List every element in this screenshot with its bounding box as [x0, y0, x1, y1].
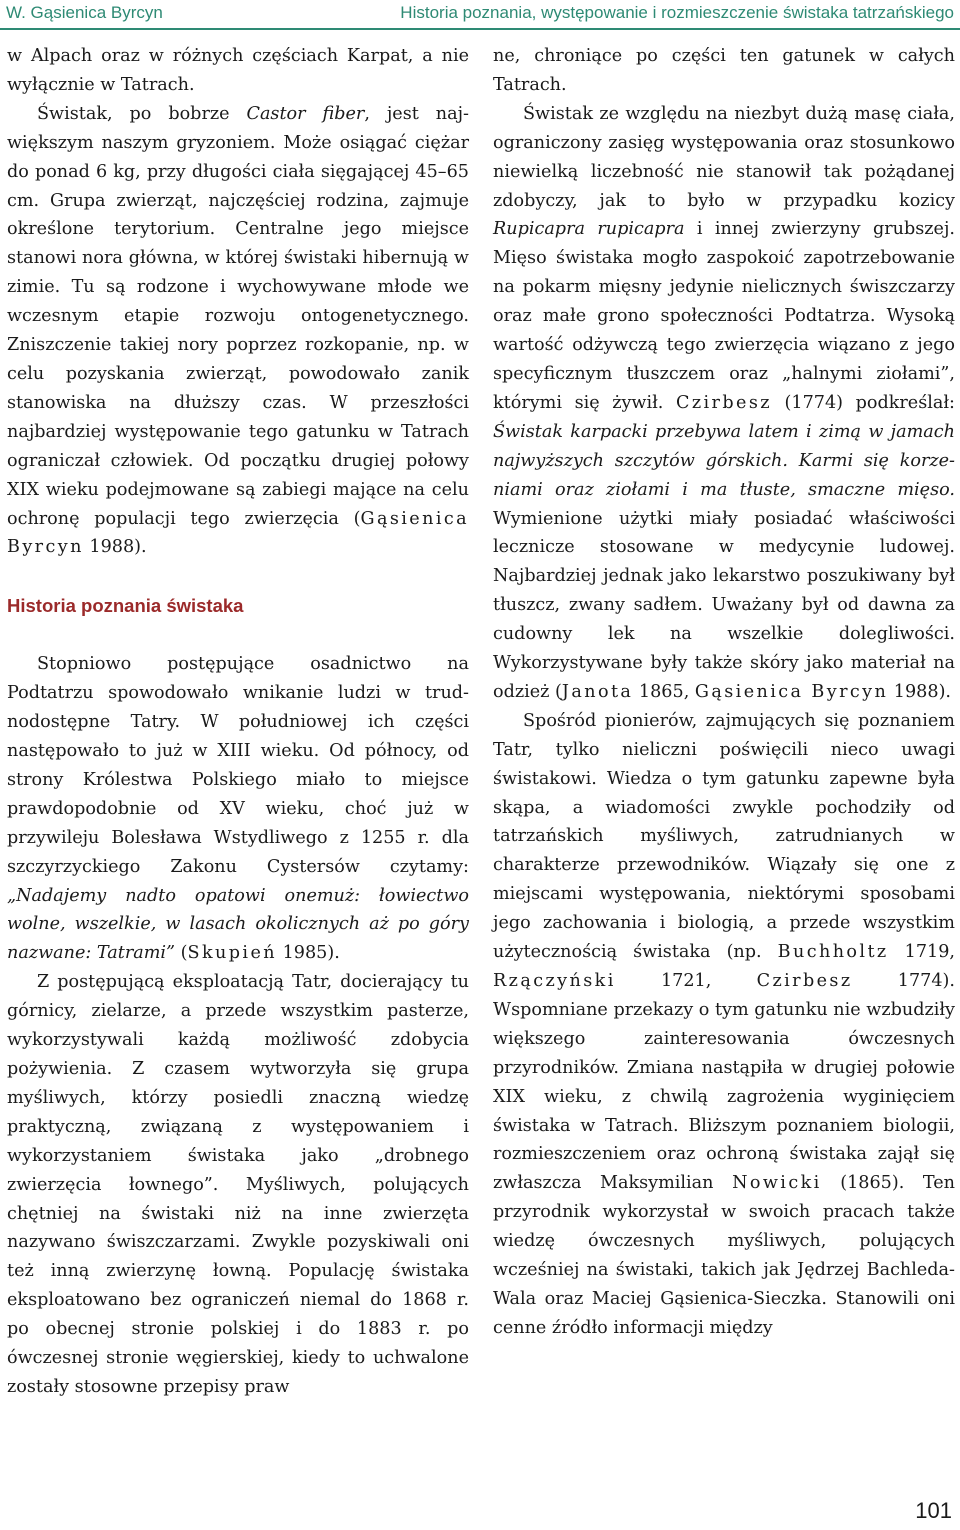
text: Z postępującą eksploatacją Tatr, docierający tu górnicy, zielarze, a przede wszystkim pasterze, wykorzystywali każdą możliwość zdobycia pożywienia. Z czasem wytworzyła się grupa myśliwych, którzy posiedli znaczną wiedzę praktyczną, związaną z występowaniem i wykorzystaniem świstaka jako „drobnego zwierzęcia łownego”. Myśliwych, polujących chętniej na świstaki niż na inne zwierzęta nazywano świszczarzami. Zwykle pozyskiwali oni też inną zwierzynę łowną. Populację świstaka eksploatowano bez ograniczeń niemal do 1868 r. po obecnej stronie polskiej i do 1883 r. po ówczesnej stronie węgierskiej, kiedy to uchwalone zostały stosowne przepisy praw	[7, 972, 469, 1397]
paragraph	[493, 707, 955, 1343]
right-column	[493, 42, 955, 1343]
text: Wymienione użytki miały posiadać właściwości lecznicze stosowane w medycynie ludowej. Najbardziej jednak jako lekarstwo poszukiwany był tłuszcz, zwany sadłem. Uważany był od dawna za cudowny lek na wszelkie dolegliwości. Wykorzystywane były także skóry jako materiał na odzież (	[493, 508, 955, 702]
page-header	[0, 0, 960, 26]
page-number: 101	[915, 1498, 952, 1523]
quote: Świstak karpacki przebywa latem i zimą w jamach najwyższych szczytów górskich. Karmi się korzeniami oraz ziołami i ma tłuste, smaczne mięso.	[493, 421, 955, 500]
text: 1985).	[277, 943, 340, 964]
text: 1865,	[633, 681, 695, 702]
paragraph	[7, 42, 469, 100]
text: 1774). Wspomniane przekazy o tym gatunku nie wzbudziły większego zainteresowania ówczesnych przyrodników. Zmiana nastąpiła w drugiej połowie XIX wieku, z chwilą zagrożenia wyginięciem świstaka w Tatrach. Bliższym poznaniem biologii, rozmieszczeniem oraz ochroną świstaka zajął się zwłaszcza Maksymilian	[493, 971, 956, 1194]
text: 1719,	[888, 942, 955, 963]
header-running-title: Historia poznania, występowanie i rozmieszczenie świstaka tatrzańskiego	[400, 3, 954, 22]
paragraph	[7, 100, 469, 563]
text: Spośród pionierów, zajmujących się poznaniem Tatr, tylko nieliczni poświęcili nieco uwagi świstakowi. Wiedza o tym gatunku zapewne była skąpa, a wiadomości zwykle pochodziły od tatrzańskich myśliwych, zatrudnianych w charakterze przewodników. Wiązały się one z miejscami występowania, niektórymi sposobami jego zachowania i biologią, a przede wszystkim użytecznością świstaka (np.	[493, 710, 955, 963]
paragraph	[7, 968, 469, 1402]
header-rule	[0, 28, 960, 30]
citation-author: Gąsienica Byrcyn	[7, 508, 469, 558]
quote: „Nadajemy nadto opatowi onemuż: łowiectwo wolne, wszelkie, w lasach okolicznych aż po góry nazwane: Tatrami”	[7, 885, 469, 964]
text: i innej zwierzyny grubszej. Mięso świstaka mogło zaspokoić zapotrzebowanie na pokarm mięsny jedynie nielicznych świszczarzy oraz małe grono społeczności Podtatrza. Wysoką wartość odżywczą tego zwierzęcia wiązano z jego specyficznym tłuszczem oraz „halnymi ziołami”, którymi się żywił.	[493, 219, 956, 413]
citation-author: Rzączyński	[493, 971, 616, 991]
paragraph	[7, 650, 469, 968]
citation-author: Czirbesz	[756, 971, 853, 991]
text: 1721,	[615, 971, 757, 991]
species-name: Castor fiber	[246, 103, 365, 124]
text: (1865). Ten przyrodnik wykorzystał w swoich pracach także wiedzę ówczesnych myśliwych, polujących wcześniej na świstaki, takich jak Jędrzej Bachleda-Wala oraz Maciej Gąsienica-Sieczka. Stanowili oni cenne źródło informacji między	[493, 1173, 955, 1338]
citation-author: Janota	[561, 681, 634, 702]
section-heading: Historia poznania świstaka	[7, 595, 244, 617]
text: ne, chroniące po części ten gatunek w całych Tatrach.	[493, 46, 955, 95]
text: w Alpach oraz w różnych częściach Karpat, a nie wyłącznie w Tatrach.	[7, 46, 469, 95]
header-author: W. Gąsienica Byrcyn	[6, 3, 163, 22]
left-column	[7, 42, 469, 1402]
citation-author: Buchholtz	[777, 942, 889, 963]
citation-author: Nowicki	[732, 1173, 822, 1194]
text: Świstak ze względu na niezbyt dużą masę ciała, ograniczony zasięg występowania oraz stosunkowo niewielką liczebność nie stanowił tak pożądanej zdobyczy, jak to było w przypadku kozicy	[493, 103, 955, 211]
text: , jest największym naszym gryzoniem. Może osiągać ciężar do ponad 6 kg, przy długości ciała sięgającej 45–65 cm. Grupa zwierząt, najczęściej rodzina, zajmuje określone terytorium. Centralne jego miejsce stanowi nora główna, w której świstaki hibernują w zimie. Tu są rodzone i wychowywane młode we wczesnym etapie rozwoju ontogenetycznego. Zniszczenie takiej nory poprzez rozkopanie, np. w celu pozyskania zwierząt, powodowało zanik stanowiska na dłuższy czas. W przeszłości najbardziej występowanie tego gatunku w Tatrach ograniczał człowiek. Od początku drugiej połowy XIX wieku podejmowane są zabiegi mające na celu ochronę populacji tego zwierzęcia (	[7, 103, 469, 529]
text: Świstak, po bobrze	[37, 103, 247, 124]
text: 1988).	[888, 681, 952, 702]
paragraph	[493, 42, 955, 100]
text: (1774) podkreślał:	[771, 392, 955, 413]
text: Stopniowo postępujące osadnictwo na Podtatrzu spowodowało wnikanie ludzi w trudnodostępne Tatry. W południowej ich części następowało to już w XIII wieku. Od północy, od strony Królestwa Polskiego miało to miejsce prawdopodobnie od XV wieku, choć już w przywileju Bolesława Wstydliwego z 1255 r. dla szczyrzyckiego Zakonu Cystersów czytamy:	[7, 654, 469, 877]
species-name: Rupicapra rupicapra	[493, 219, 685, 240]
citation-author: Czirbesz	[675, 392, 772, 413]
citation-author: Skupień	[187, 943, 277, 964]
citation-author: Gąsienica Byrcyn	[694, 681, 889, 702]
paragraph	[493, 100, 955, 707]
text: 1988).	[83, 537, 147, 558]
text: (	[175, 943, 188, 964]
